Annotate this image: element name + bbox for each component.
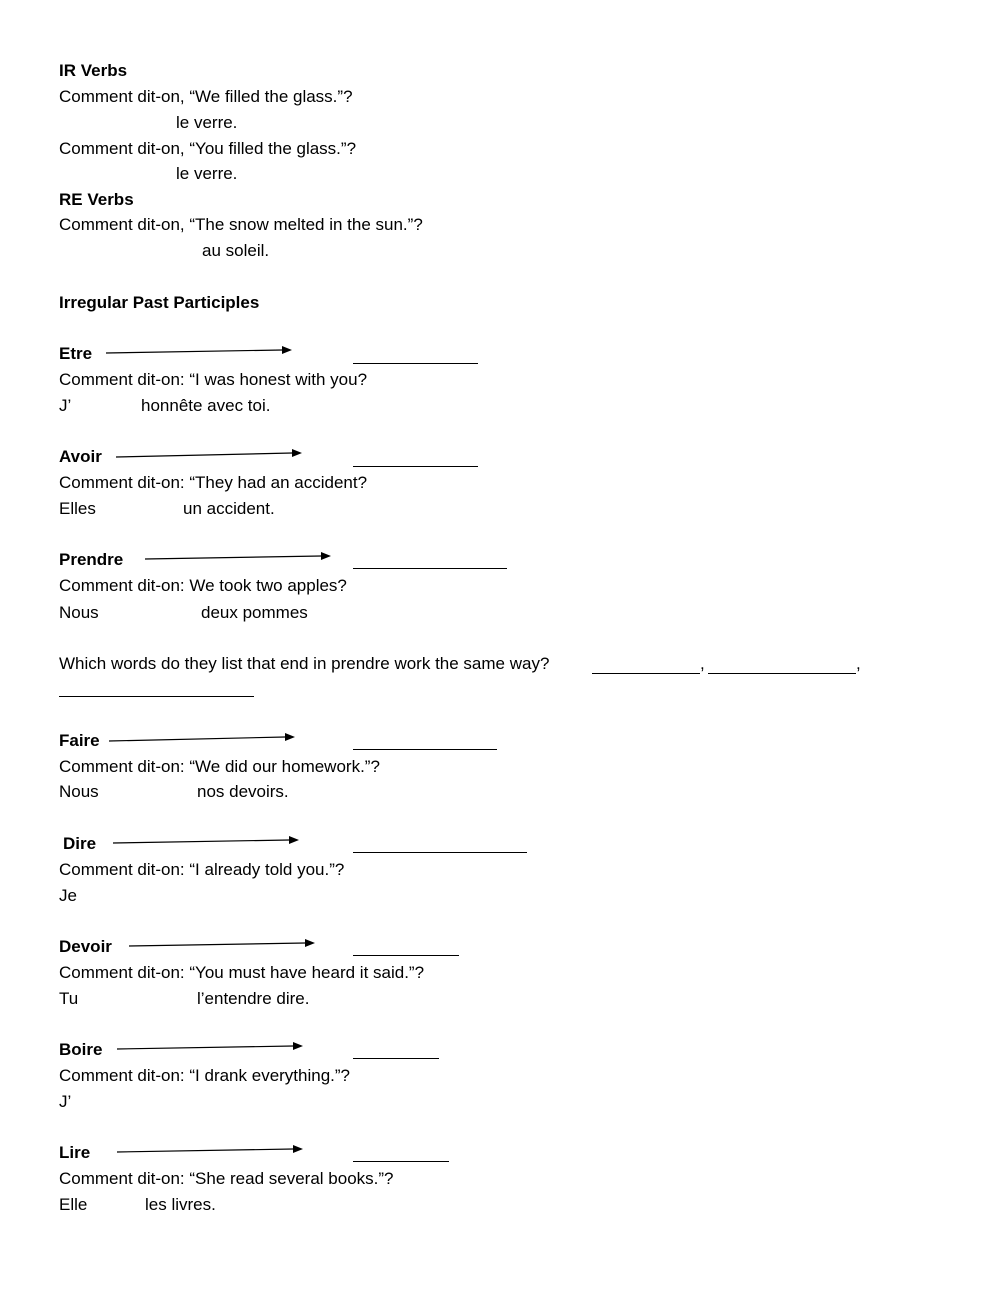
etre-participle-blank[interactable]: [353, 363, 478, 364]
arrow-right-icon: [116, 447, 302, 461]
arrow-right-icon: [113, 834, 299, 848]
faire-subject: Nous: [59, 782, 99, 801]
boire-participle-blank[interactable]: [353, 1058, 439, 1059]
prendre-question: Comment dit-on: We took two apples?: [59, 576, 347, 595]
devoir-subject: Tu: [59, 989, 79, 1008]
irregular-heading: Irregular Past Participles: [59, 293, 260, 312]
re-question-1: Comment dit-on, “The snow melted in the sun.”?: [59, 215, 423, 234]
prendre-family-question: Which words do they list that end in prendre work the same way?: [59, 654, 550, 673]
prendre-family-blank-3[interactable]: [59, 696, 254, 697]
dire-question: Comment dit-on: “I already told you.”?: [59, 860, 345, 879]
prendre-subject: Nous: [59, 603, 99, 622]
lire-participle-blank[interactable]: [353, 1161, 449, 1162]
dire-subject: Je: [59, 886, 77, 905]
etre-subject: J’: [59, 396, 72, 415]
prendre-participle-blank[interactable]: [353, 568, 507, 569]
verb-etre-label: Etre: [59, 344, 93, 363]
boire-question: Comment dit-on: “I drank everything.”?: [59, 1066, 351, 1085]
ir-answer-2: le verre.: [176, 164, 238, 183]
verb-avoir-label: Avoir: [59, 447, 102, 466]
comma: ,: [700, 654, 705, 673]
prendre-family-blank-2[interactable]: [708, 673, 856, 674]
arrow-right-icon: [117, 1143, 303, 1157]
ir-question-1: Comment dit-on, “We filled the glass.”?: [59, 87, 353, 106]
comma: ,: [856, 654, 861, 673]
prendre-completion: deux pommes: [201, 603, 308, 622]
avoir-subject: Elles: [59, 499, 96, 518]
boire-subject: J’: [59, 1092, 72, 1111]
verb-faire-label: Faire: [59, 731, 100, 750]
devoir-completion: l’entendre dire.: [197, 989, 310, 1008]
faire-completion: nos devoirs.: [197, 782, 289, 801]
arrow-right-icon: [145, 550, 331, 564]
verb-boire-label: Boire: [59, 1040, 103, 1059]
devoir-participle-blank[interactable]: [353, 955, 459, 956]
dire-participle-blank[interactable]: [353, 852, 527, 853]
avoir-question: Comment dit-on: “They had an accident?: [59, 473, 368, 492]
etre-question: Comment dit-on: “I was honest with you?: [59, 370, 368, 389]
arrow-right-icon: [106, 344, 292, 358]
arrow-right-icon: [109, 731, 295, 745]
ir-question-2: Comment dit-on, “You filled the glass.”?: [59, 139, 357, 158]
avoir-participle-blank[interactable]: [353, 466, 478, 467]
verb-dire-label: Dire: [63, 834, 97, 853]
faire-question: Comment dit-on: “We did our homework.”?: [59, 757, 380, 776]
lire-question: Comment dit-on: “She read several books.”?: [59, 1169, 394, 1188]
avoir-completion: un accident.: [183, 499, 275, 518]
re-verbs-heading: RE Verbs: [59, 190, 134, 209]
faire-participle-blank[interactable]: [353, 749, 497, 750]
ir-verbs-heading: IR Verbs: [59, 61, 128, 80]
verb-prendre-label: Prendre: [59, 550, 124, 569]
prendre-family-blank-1[interactable]: [592, 673, 700, 674]
ir-answer-1: le verre.: [176, 113, 238, 132]
etre-completion: honnête avec toi.: [141, 396, 271, 415]
lire-completion: les livres.: [145, 1195, 216, 1214]
arrow-right-icon: [117, 1040, 303, 1054]
verb-devoir-label: Devoir: [59, 937, 112, 956]
lire-subject: Elle: [59, 1195, 88, 1214]
re-answer-1: au soleil.: [202, 241, 270, 260]
verb-lire-label: Lire: [59, 1143, 91, 1162]
arrow-right-icon: [129, 937, 315, 951]
devoir-question: Comment dit-on: “You must have heard it said.”?: [59, 963, 425, 982]
